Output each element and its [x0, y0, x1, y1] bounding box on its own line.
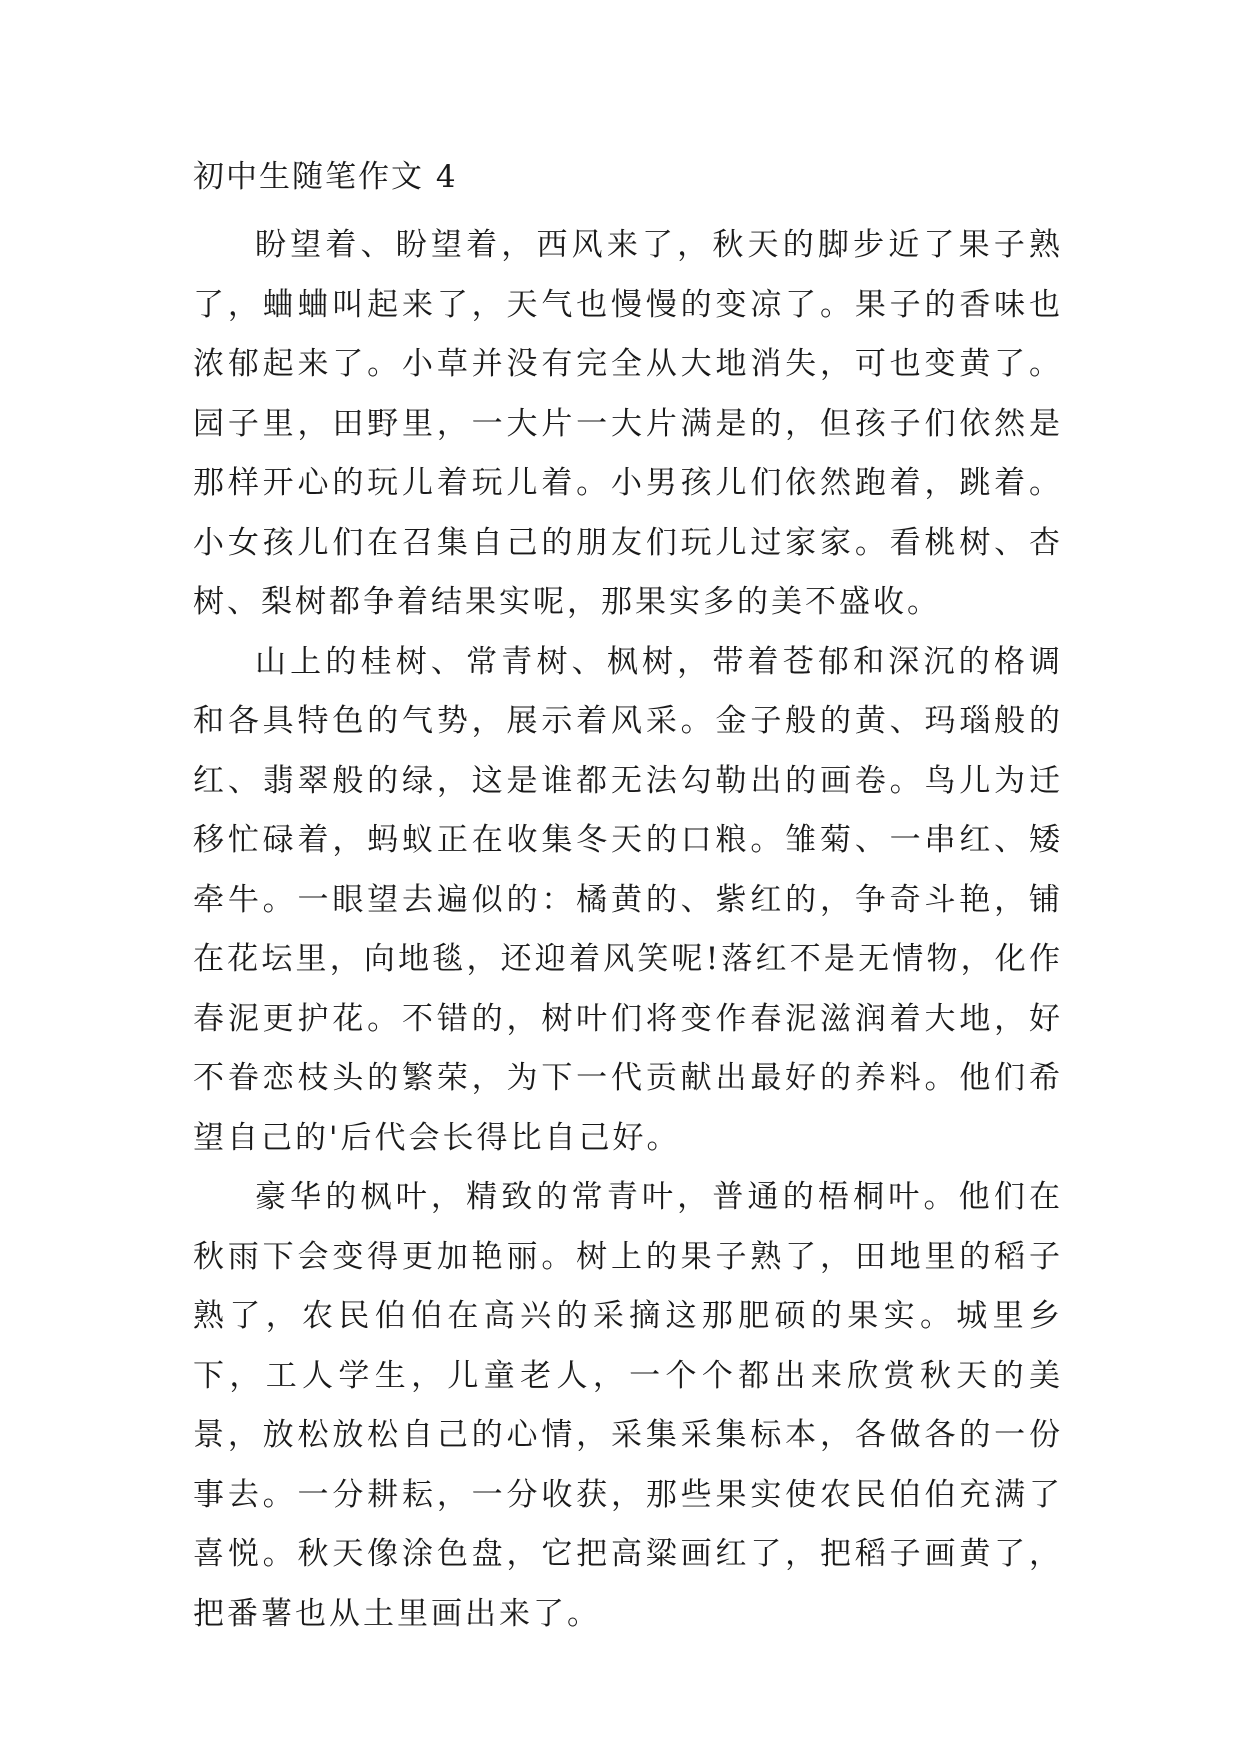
- paragraph-2: 山上的桂树、常青树、枫树，带着苍郁和深沉的格调和各具特色的气势，展示着风采。金子般的黄、玛瑙般的红、翡翠般的绿，这是谁都无法勾勒出的画卷。鸟儿为迁移忙碌着，蚂蚁正在收集冬天的口粮。雏菊、一串红、矮牵牛。一眼望去遍似的：橘黄的、紫红的，争奇斗艳，铺在花坛里，向地毯，还迎着风笑呢!落红不是无情物，化作春泥更护花。不错的，树叶们将变作春泥滋润着大地，好不眷恋枝头的繁荣，为下一代贡献出最好的养料。他们希望自己的'后代会长得比自己好。: [193, 643, 1063, 1156]
- paragraph-3: 豪华的枫叶，精致的常青叶，普通的梧桐叶。他们在秋雨下会变得更加艳丽。树上的果子熟了，田地里的稻子熟了，农民伯伯在高兴的采摘这那肥硕的果实。城里乡下，工人学生，儿童老人，一个个都出来欣赏秋天的美景，放松放松自己的心情，采集采集标本，各做各的一份事去。一分耕耘，一分收获，那些果实使农民伯伯充满了喜悦。秋天像涂色盘，它把高粱画红了，把稻子画黄了，把番薯也从土里画出来了。: [193, 1179, 1063, 1632]
- document-page: [193, 148, 1063, 1644]
- paragraph-1: 盼望着、盼望着，西风来了，秋天的脚步近了果子熟了，蛐蛐叫起来了，天气也慢慢的变凉了。果子的香味也浓郁起来了。小草并没有完全从大地消失，可也变黄了。园子里，田野里，一大片一大片满是的，但孩子们依然是那样开心的玩儿着玩儿着。小男孩儿们依然跑着，跳着。小女孩儿们在召集自己的朋友们玩儿过家家。看桃树、杏树、梨树都争着结果实呢，那果实多的美不盛收。: [193, 227, 1063, 620]
- document-title: 初中生随笔作文 4: [193, 159, 458, 195]
